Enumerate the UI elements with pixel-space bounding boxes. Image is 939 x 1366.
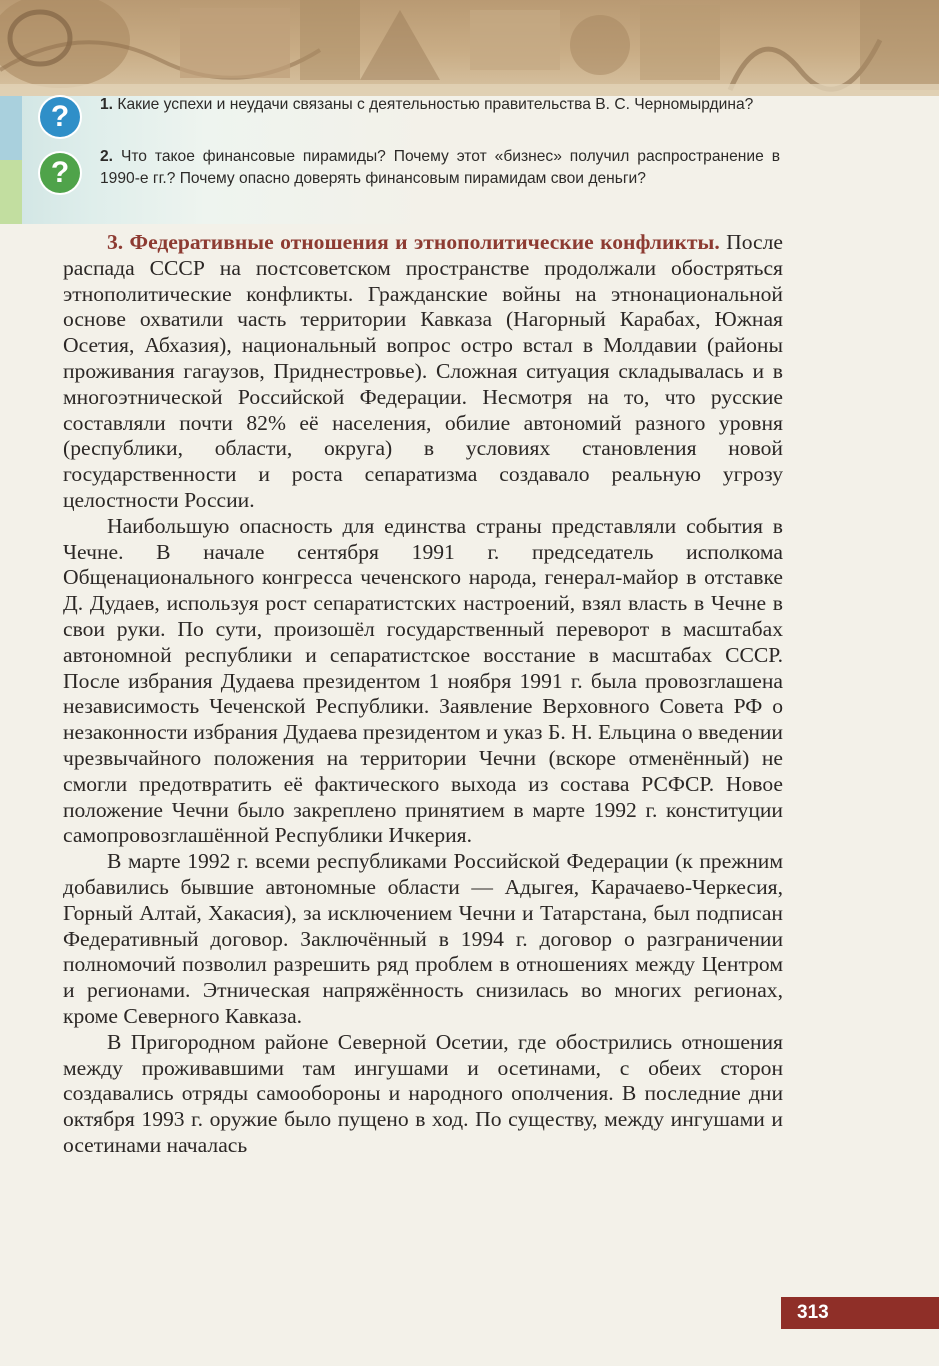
side-strip-green [0,160,22,224]
section-heading: 3. Федеративные отношения и этнополитические конфликты. [107,230,720,254]
question-2 [100,146,780,190]
page-number: 313 [797,1302,829,1323]
header-illustration [0,0,939,96]
side-color-strip [0,96,22,224]
question-mark-icon: ? [40,97,80,137]
question-number: 2. [100,148,114,165]
paragraph: Наибольшую опасность для единства страны представляли события в Чечне. В начале сентября 1991 г. председатель исполкома Общенационального конгресса чеченского народа, генерал-майор в отставке Д. Дудаев, используя рост сепаратистских настроений, взял власть в Чечне в свои руки. По сути, произошёл государственный переворот в масштабах автономной республики и сепаратистское восстание в масштабах СССР. После избрания Дудаева президентом 1 ноября 1991 г. была провозглашена независимость Чеченской Республики. Заявление Верховного Совета РФ о незаконности избрания Дудаева президентом и указ Б. Н. Ельцина о введении чрезвычайного положения на территории Чечни (вскоре отменённый) не смогли предотвратить её фактического выхода из состава РСФСР. Новое положение Чечни было закреплено принятием в марте 1992 г. конституции самопровозглашённой Республики Ичкерия. [63,513,783,848]
paragraph: В Пригородном районе Северной Осетии, где обострились отношения между проживавшими там ингушами и осетинами, с обеих сторон создавались отряды самообороны и народного ополчения. В последние дни октября 1993 г. оружие было пущено в ход. По существу, между ингушами и осетинами началась [63,1029,783,1157]
decorative-historical-collage-icon [0,0,939,96]
intro-text: После распада СССР на постсоветском пространстве продолжали обостряться этнополитические конфликты. Гражданские войны на этнонациональной основе охватили часть территории Кавказа (Нагорный Карабах, Южная Осетия, Абхазия), национальный вопрос остро встал в Молдавии (районы проживания гагаузов, Приднестровье). Сложная ситуация складывалась и в многоэтнической Российской Федерации. Несмотря на то, что русские составляли почти 82% её населения, обилие автономий разного уровня (республики, области, округа) в условиях становления новой государственности и роста сепаратизма создавало реальную угрозу целостности России. [63,230,783,512]
main-text [63,230,783,1159]
question-1 [100,94,780,116]
paragraph: В марте 1992 г. всеми республиками Российской Федерации (к прежним добавились бывшие автономные области — Адыгея, Карачаево-Черкесия, Горный Алтай, Хакасия), за исключением Чечни и Татарстана, был подписан Федеративный договор. Заключённый в 1994 г. договор о разграничении полномочий позволил разрешить ряд проблем в отношениях между Центром и регионами. Этническая напряжённость снизилась во многих регионах, кроме Северного Кавказа. [63,849,783,1028]
question-number: 1. [100,96,114,113]
side-strip-blue [0,96,22,160]
question-mark-icon: ? [40,153,80,193]
question-text: Какие успехи и неудачи связаны с деятельностью правительства В. С. Черномырдина? [117,96,754,113]
paragraph-intro [63,230,783,514]
question-text: Что такое финансовые пирамиды? Почему этот «бизнес» получил распространение в 1990-е гг.? Почему опасно доверять финансовым пирамидам свои деньги? [100,148,780,187]
